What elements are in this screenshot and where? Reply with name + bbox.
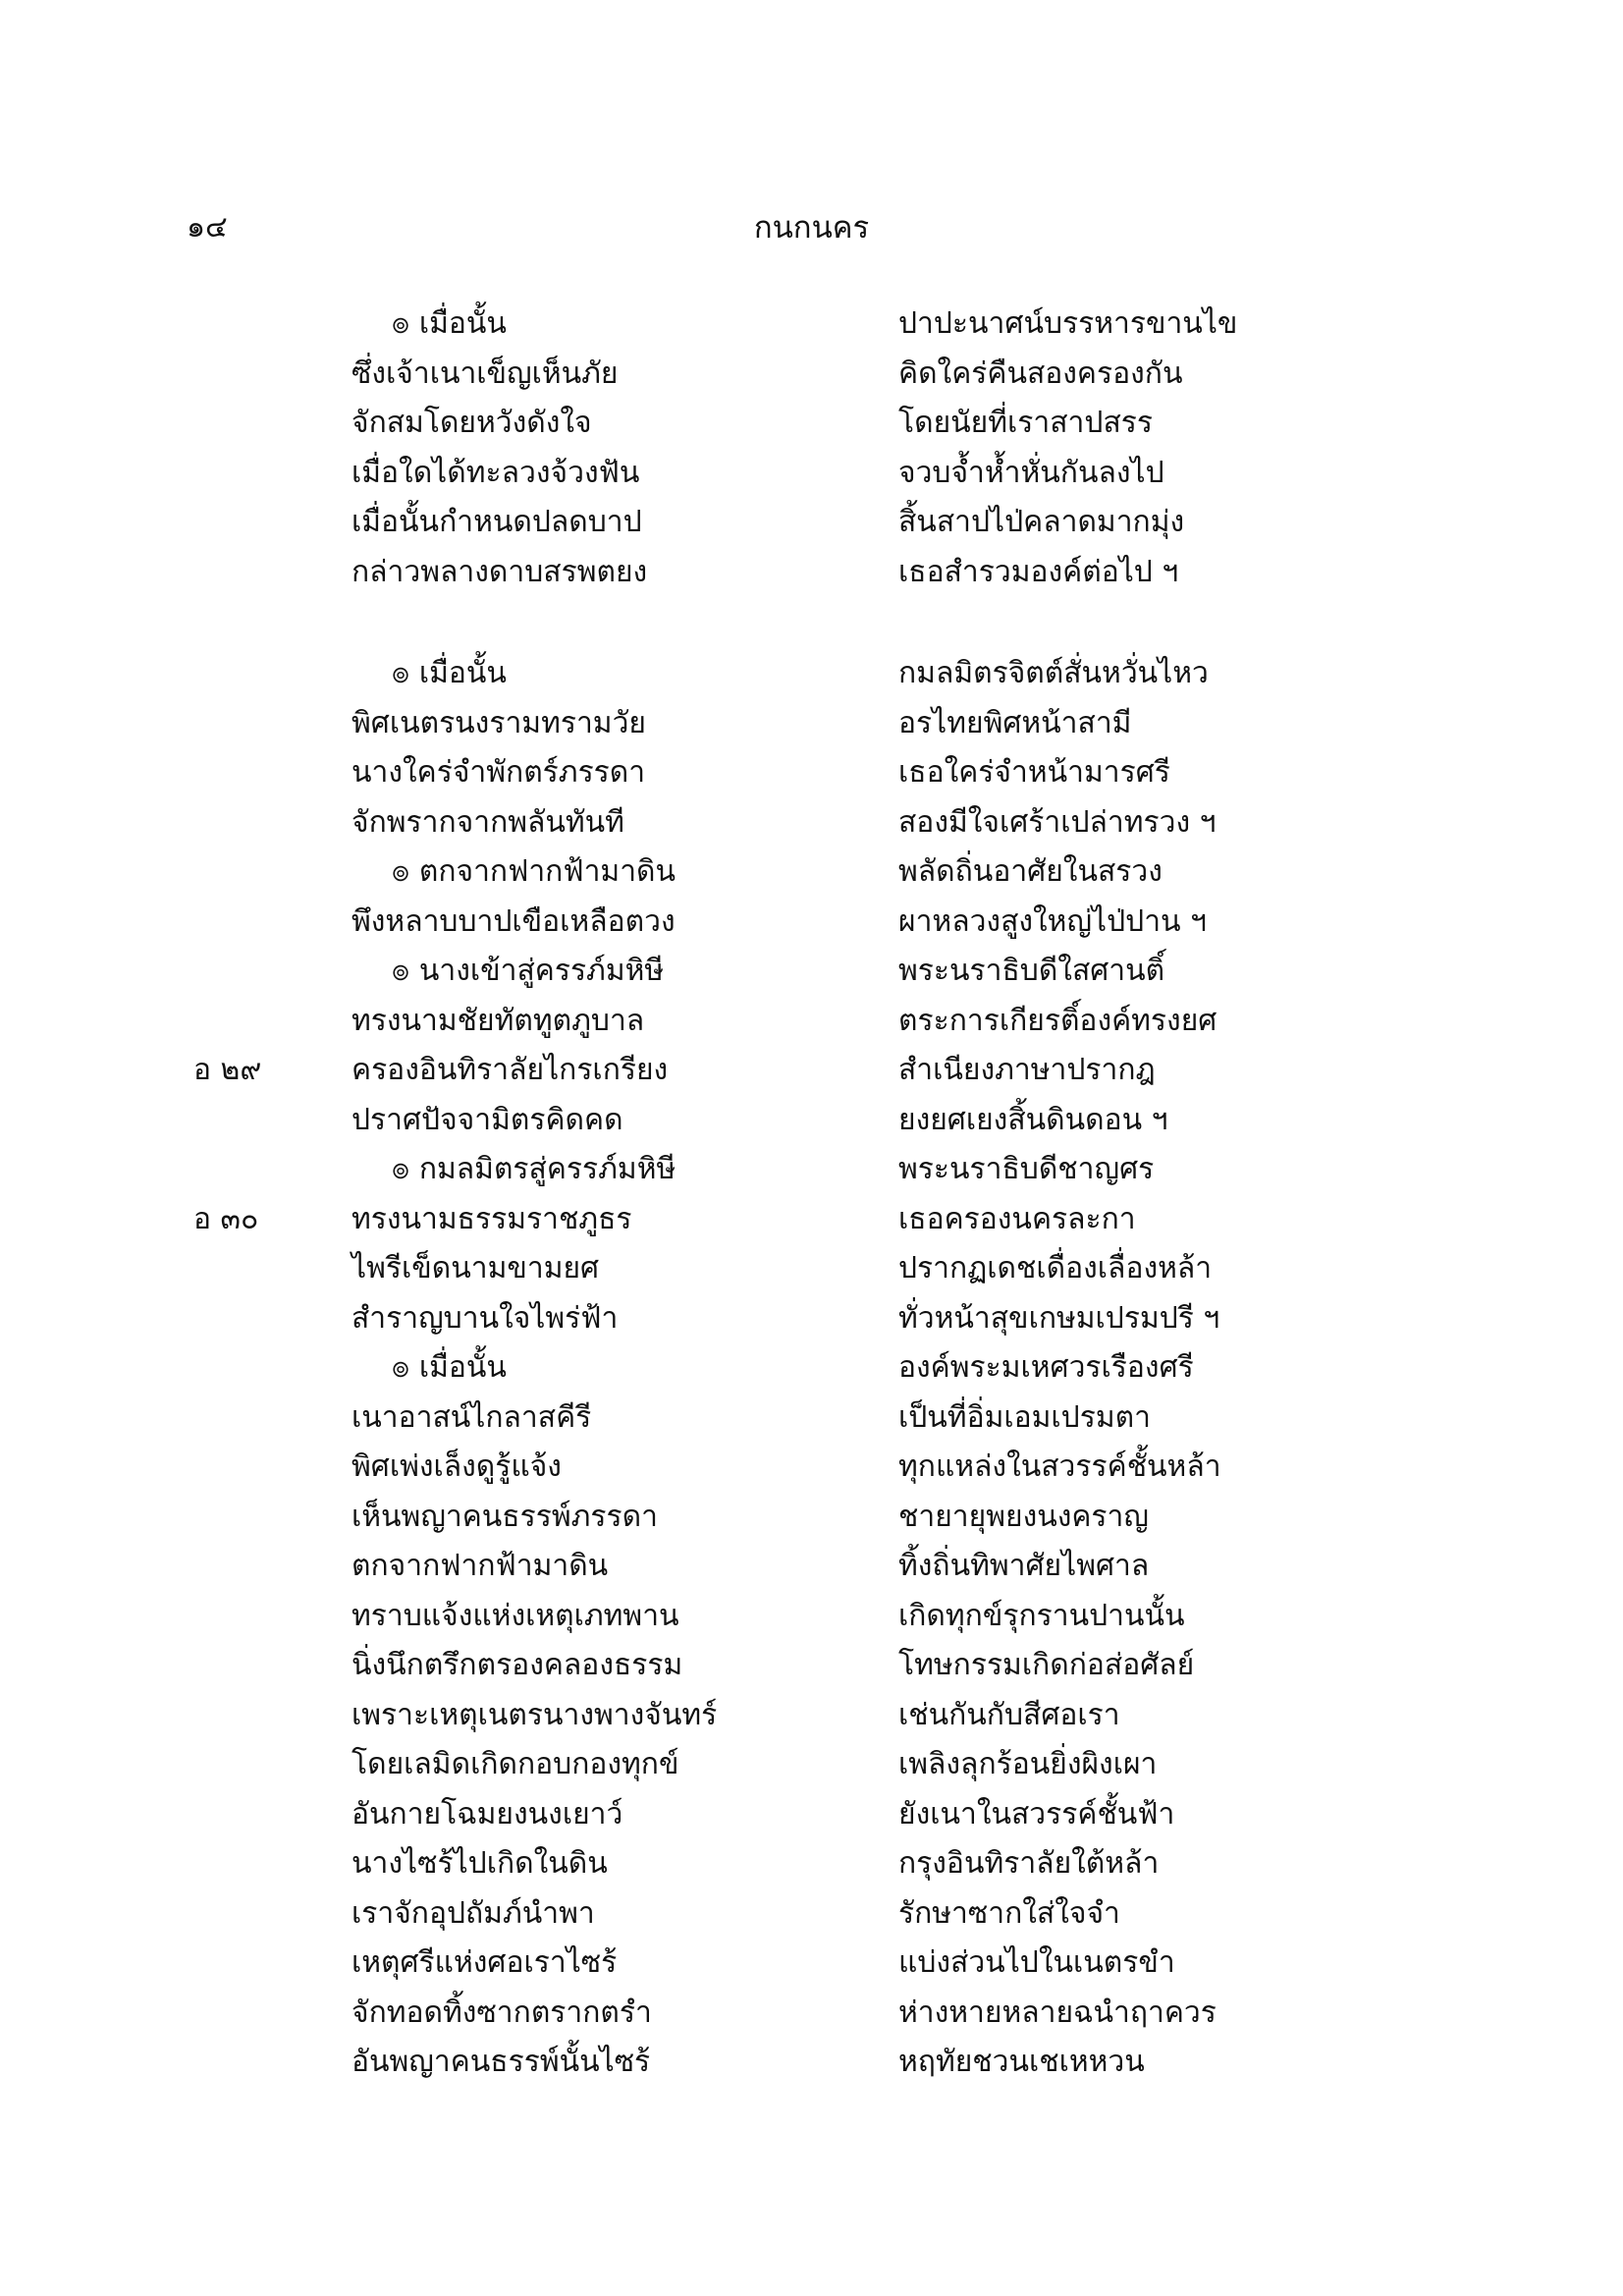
verse-second-half: พลัดถิ่นอาศัยในสรวง (898, 854, 1163, 889)
verse-first-half: ไพรีเข็ดนามขามยศ (352, 1251, 600, 1285)
page-number: ๑๔ (187, 210, 228, 245)
verse-second-half: สำเนียงภาษาปรากฎ (898, 1053, 1156, 1087)
verse-second-half: ชายายุพยงนงคราญ (898, 1499, 1149, 1534)
verse-row (0, 847, 1623, 898)
verse-row (0, 1790, 1623, 1840)
verse-row (0, 649, 1623, 699)
verse-second-half: เพลิงลุกร้อนยิ่งผิงเผา (898, 1747, 1158, 1781)
margin-reference: อ ๒๙ (193, 1053, 262, 1087)
verse-first-half: เนาอาสน์ไกลาสคีรี (352, 1399, 592, 1435)
verse-row (0, 1145, 1623, 1195)
verse-first-half: ๏ นางเข้าสู่ครรภ์มหิษี (392, 954, 665, 988)
verse-row (0, 997, 1623, 1047)
verse-row (0, 1989, 1623, 2039)
verse-first-half: อันพญาคนธรรพ์นั้นไซร้ (352, 2045, 651, 2079)
verse-first-half: ๏ กมลมิตรสู่ครรภ์มหิษี (392, 1152, 676, 1186)
verse-first-half: ๏ ตกจากฟากฟ้ามาดิน (392, 854, 676, 889)
verse-row (0, 1046, 1623, 1096)
verse-row (0, 498, 1623, 548)
verse-row (0, 1493, 1623, 1543)
verse-first-half: นางใคร่จำพักตร์ภรรดา (352, 755, 646, 790)
verse-first-half: ปราศปัจจามิตรคิดคด (352, 1102, 623, 1137)
verse-row (0, 1839, 1623, 1889)
verse-second-half: ผาหลวงสูงใหญ่ไป่ปาน ฯ (898, 903, 1207, 939)
verse-row (0, 898, 1623, 948)
verse-row (0, 798, 1623, 848)
verse-second-half: กมลมิตรจิตต์สั่นหวั่นไหว (898, 656, 1209, 690)
verse-second-half: จวบจ้ำห้ำหั่นกันลงไป (898, 455, 1164, 490)
stanza (0, 300, 1623, 597)
verse-second-half: เธอสำรวมองค์ต่อไป ฯ (898, 554, 1179, 589)
verse-first-half: ครองอินทิราลัยไกรเกรียง (352, 1053, 669, 1087)
verse-second-half: สองมีใจเศร้าเปล่าทรวง ฯ (898, 804, 1217, 840)
verse-first-half: กล่าวพลางดาบสรพตยง (352, 554, 648, 589)
verse-first-half: พึงหลาบบาปเขือเหลือตวง (352, 903, 676, 939)
verse-second-half: โทษกรรมเกิดก่อส่อศัลย์ (898, 1648, 1195, 1682)
verse-row (0, 1691, 1623, 1741)
verse-first-half: เมื่อนั้นกำหนดปลดบาป (352, 505, 642, 539)
verse-second-half: เธอใคร่จำหน้ามารศรี (898, 755, 1170, 790)
verse-first-half: เหตุศรีแห่งศอเราไซร้ (352, 1945, 618, 1980)
verse-first-half: ตกจากฟากฟ้ามาดิน (352, 1549, 609, 1583)
margin-reference: อ ๓๐ (193, 1201, 259, 1236)
verse-first-half: เมื่อใดได้ทะลวงจ้วงฟัน (352, 455, 640, 490)
verse-first-half: จักพรากจากพลันทันที (352, 804, 624, 840)
verse-row (0, 699, 1623, 749)
verse-second-half: อรไทยพิศหน้าสามี (898, 705, 1132, 740)
verse-row (0, 947, 1623, 997)
verse-first-half: พิศเนตรนงรามทรามวัย (352, 705, 646, 740)
verse-second-half: คิดใคร่คืนสองครองกัน (898, 355, 1183, 391)
running-title: กนกนคร (753, 210, 870, 246)
verse-second-half: แบ่งส่วนไปในเนตรขำ (898, 1945, 1175, 1980)
verse-first-half: จักทอดทิ้งซากตรากตรำ (352, 1995, 652, 2030)
verse-second-half: ทั่วหน้าสุขเกษมเปรมปรี ฯ (898, 1300, 1220, 1336)
verse-second-half: ยงยศเยงสิ้นดินดอน ฯ (898, 1102, 1168, 1137)
verse-first-half: ทรงนามธรรมราชภูธร (352, 1201, 632, 1236)
verse-row (0, 2038, 1623, 2088)
verse-row (0, 1939, 1623, 1989)
verse-first-half: ทราบแจ้งแห่งเหตุเภทพาน (352, 1598, 679, 1633)
verse-row (0, 1542, 1623, 1592)
verse-second-half: องค์พระมเหศวรเรืองศรี (898, 1350, 1194, 1385)
verse-first-half: นิ่งนึกตรึกตรองคลองธรรม (352, 1648, 683, 1682)
verse-first-half: เราจักอุปถัมภ์นำพา (352, 1895, 595, 1931)
verse-first-half: ทรงนามชัยทัตทูตภูบาล (352, 1003, 645, 1038)
verse-second-half: เช่นกันกับสีศอเรา (898, 1697, 1120, 1732)
verse-row (0, 1641, 1623, 1691)
verse-second-half: โดยนัยที่เราสาปสรร (898, 406, 1153, 440)
verse-first-half: ซึ่งเจ้าเนาเข็ญเห็นภัย (352, 355, 619, 391)
verse-first-half: ๏ เมื่อนั้น (392, 306, 507, 341)
verse-row (0, 399, 1623, 449)
verse-second-half: ปาปะนาศน์บรรหารขานไข (898, 306, 1238, 341)
verse-second-half: รักษาซากใส่ใจจำ (898, 1895, 1120, 1931)
verse-row (0, 1592, 1623, 1642)
verse-second-half: ยังเนาในสวรรค์ชั้นฟ้า (898, 1796, 1175, 1831)
verse-row (0, 1889, 1623, 1940)
verse-first-half: พิศเพ่งเล็งดูรู้แจ้ง (352, 1449, 562, 1484)
verse-second-half: ตระการเกียรติ์องค์ทรงยศ (898, 1003, 1217, 1038)
verse-first-half: ๏ เมื่อนั้น (392, 1350, 507, 1385)
verse-row (0, 1195, 1623, 1245)
verse-row (0, 1394, 1623, 1444)
verse-second-half: ปรากฏเดชเดื่องเลื่องหล้า (898, 1251, 1213, 1285)
verse-second-half: เกิดทุกข์รุกรานปานนั้น (898, 1598, 1185, 1633)
verse-second-half: เป็นที่อิ่มเอมเปรมตา (898, 1399, 1151, 1435)
verse-first-half: ๏ เมื่อนั้น (392, 656, 507, 690)
verse-row (0, 748, 1623, 798)
verse-row (0, 548, 1623, 598)
verse-first-half: เห็นพญาคนธรรพ์ภรรดา (352, 1499, 658, 1534)
verse-second-half: เธอครองนครละกา (898, 1201, 1136, 1236)
verse-first-half: สำราญบานใจไพร่ฟ้า (352, 1300, 619, 1336)
verse-row (0, 1343, 1623, 1394)
verse-row (0, 1740, 1623, 1790)
verse-second-half: กรุงอินทิราลัยใต้หล้า (898, 1846, 1160, 1881)
verse-row (0, 1096, 1623, 1146)
verse-second-half: ห่างหายหลายฉนำฤาควร (898, 1995, 1217, 2030)
verse-second-half: พระนราธิบดีชาญศร (898, 1152, 1155, 1186)
verse-second-half: พระนราธิบดีใสศานติ์ (898, 954, 1165, 988)
verse-second-half: หฤทัยชวนเชเหหวน (898, 2045, 1145, 2079)
verse-row (0, 1443, 1623, 1493)
verse-second-half: สิ้นสาปไป่คลาดมากมุ่ง (898, 505, 1185, 539)
stanza (0, 649, 1623, 2088)
verse-first-half: โดยเลมิดเกิดกอบกองทุกข์ (352, 1747, 679, 1781)
verse-second-half: ทิ้งถิ่นทิพาศัยไพศาล (898, 1549, 1150, 1583)
verse-row (0, 1244, 1623, 1294)
verse-second-half: ทุกแหล่งในสวรรค์ชั้นหล้า (898, 1449, 1221, 1484)
verse-first-half: นางไซร้ไปเกิดในดิน (352, 1846, 608, 1881)
verse-row (0, 300, 1623, 350)
verse-row (0, 1294, 1623, 1344)
verse-first-half: อันกายโฉมยงนงเยาว์ (352, 1796, 623, 1831)
verse-first-half: จักสมโดยหวังดังใจ (352, 406, 592, 440)
verse-row (0, 350, 1623, 400)
verse-first-half: เพราะเหตุเนตรนางพางจันทร์ (352, 1697, 718, 1732)
verse-row (0, 449, 1623, 499)
